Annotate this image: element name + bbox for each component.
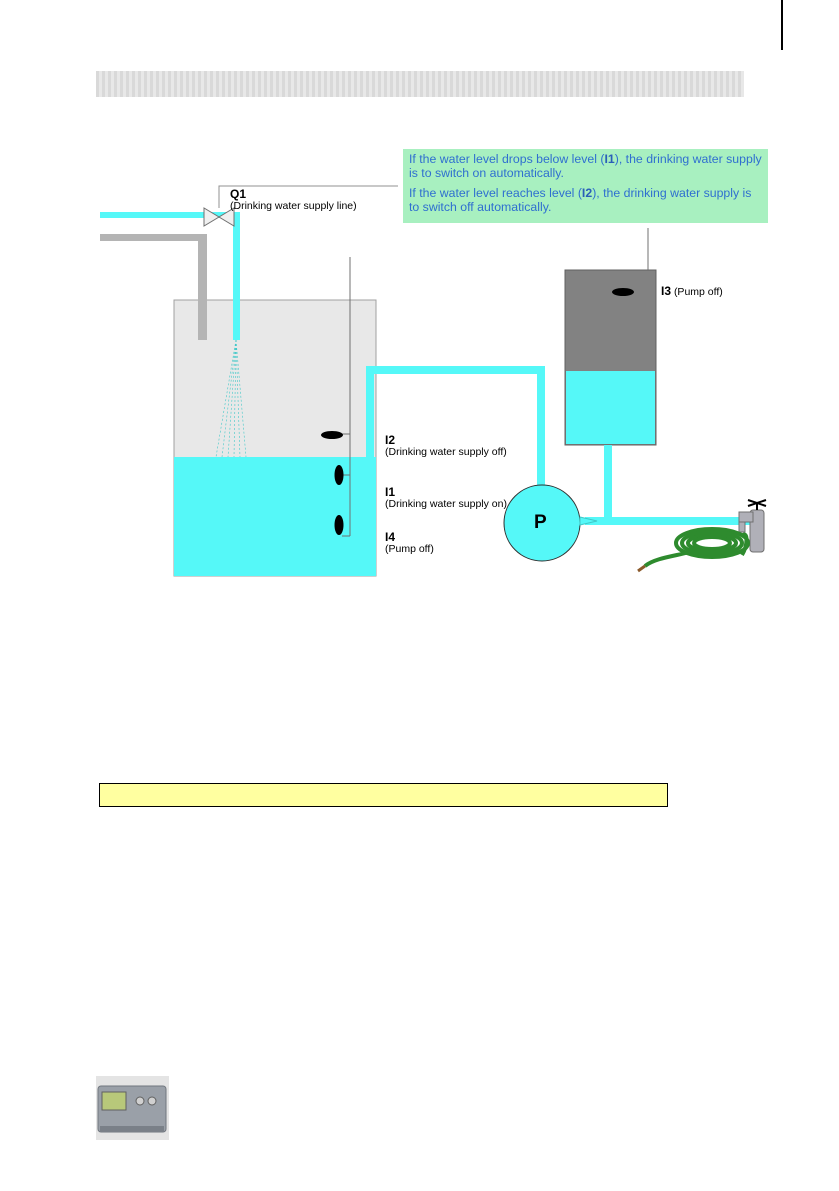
float-sensor-icon-i1 bbox=[335, 465, 344, 485]
label-i3: I3 (Pump off) bbox=[661, 284, 723, 298]
yellow-highlight-box bbox=[99, 783, 668, 807]
info-line-1: If the water level drops below level (I1), the drinking water supply is to switch on automatically. bbox=[409, 152, 762, 180]
label-i1: I1 (Drinking water supply on) bbox=[385, 485, 507, 510]
pump-label: P bbox=[534, 512, 547, 533]
label-i2: I2 (Drinking water supply off) bbox=[385, 433, 507, 458]
info-box bbox=[403, 149, 768, 223]
float-sensor-icon-i2 bbox=[321, 431, 343, 439]
float-sensor-icon-i3 bbox=[612, 288, 634, 296]
label-i4: I4 (Pump off) bbox=[385, 530, 434, 555]
suction-pipe bbox=[366, 366, 545, 492]
float-sensor-icon-i4 bbox=[335, 515, 344, 535]
info-line-2: If the water level reaches level (I2), the drinking water supply is to switch off automatically. bbox=[409, 186, 752, 214]
label-q1: Q1 (Drinking water supply line) bbox=[230, 187, 357, 212]
plc-module-icon bbox=[96, 1076, 169, 1140]
garden-hose-icon bbox=[645, 529, 748, 566]
upper-tank-water bbox=[566, 371, 655, 444]
outlet-pipe bbox=[585, 517, 755, 525]
upper-tank-drain bbox=[604, 445, 612, 517]
